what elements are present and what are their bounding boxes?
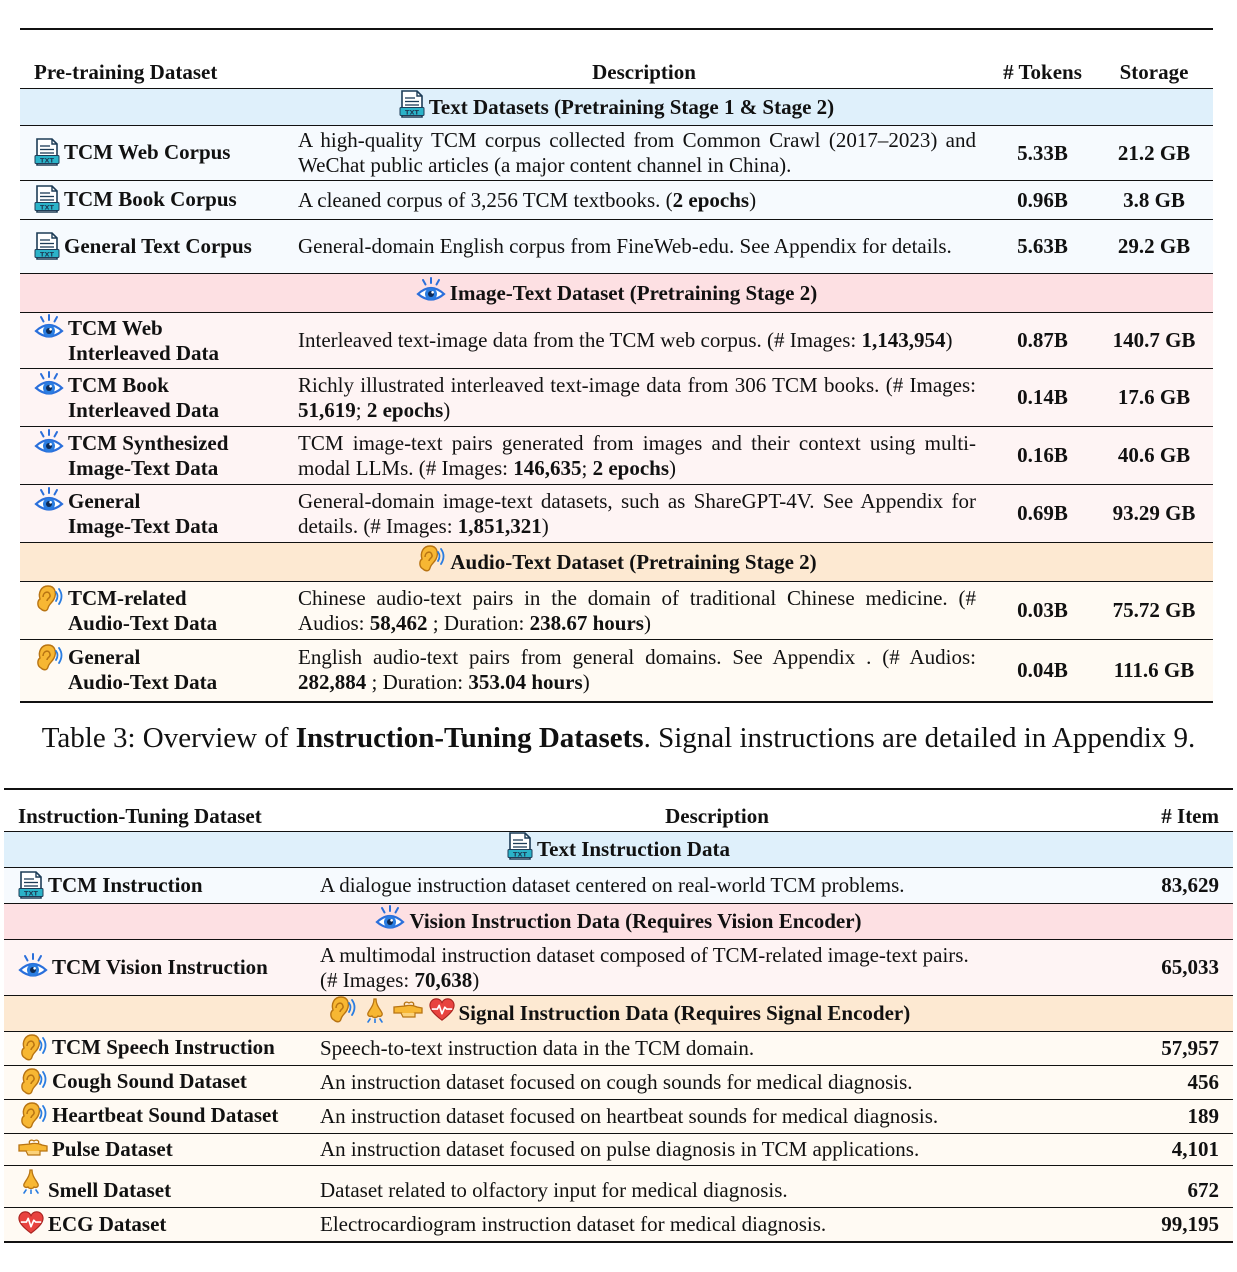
eye-icon — [34, 371, 64, 397]
dataset-name: Smell Dataset — [48, 1178, 172, 1202]
storage-size: 140.7 GB — [1095, 313, 1213, 369]
dataset-name: Cough Sound Dataset — [52, 1068, 247, 1093]
item-count: 65,033 — [1128, 940, 1233, 996]
audio-count: 282,884 — [298, 670, 367, 695]
table-row — [20, 369, 1213, 427]
description-suffix: ) — [582, 670, 590, 695]
item-count: 57,957 — [1128, 1032, 1233, 1066]
dataset-name: TCM Speech Instruction — [52, 1034, 275, 1059]
table-row — [4, 1100, 1233, 1134]
section-title: Text Instruction Data — [537, 837, 730, 861]
dataset-name: TCM Web — [68, 315, 163, 340]
header-description: Description — [592, 60, 696, 84]
section-title: Image-Text Dataset (Pretraining Stage 2) — [449, 280, 818, 305]
dataset-description: A multimodal instruction dataset composed of TCM-related image-text pairs. — [320, 942, 969, 967]
section-title: Text Datasets (Pretraining Stage 1 & Stage 2) — [428, 94, 835, 119]
pretraining-datasets-table — [20, 28, 1213, 703]
description-suffix: ) — [945, 328, 953, 352]
section-vision-instruction — [4, 904, 1233, 940]
dataset-description: Interleaved text-image data from the TCM web corpus. (# Images: — [298, 328, 862, 352]
dataset-name: ECG Dataset — [48, 1211, 167, 1236]
table-row — [4, 868, 1233, 904]
storage-size: 3.8 GB — [1095, 181, 1213, 220]
dataset-name: Heartbeat Sound Dataset — [52, 1102, 279, 1127]
token-count: 0.14B — [990, 369, 1095, 427]
header-dataset: Pre-training Dataset — [34, 60, 218, 84]
description-line2: (# Images: — [320, 967, 415, 992]
image-count: 51,619 — [298, 397, 356, 422]
token-count: 5.63B — [990, 220, 1095, 274]
table-row — [20, 640, 1213, 702]
epochs-value: 2 epochs — [672, 187, 750, 212]
table-header-row — [20, 29, 1213, 89]
description-separator: ; — [581, 455, 593, 480]
txt-file-icon — [18, 871, 44, 899]
epochs-value: 2 epochs — [366, 397, 444, 422]
storage-size: 75.72 GB — [1095, 582, 1213, 640]
dataset-description: Dataset related to olfactory input for medical diagnosis. — [306, 1166, 1128, 1208]
token-count: 0.16B — [990, 427, 1095, 485]
image-count: 146,635 — [513, 455, 582, 480]
eye-icon — [18, 953, 48, 979]
eye-icon — [416, 277, 446, 303]
dataset-description: Speech-to-text instruction data in the TCM domain. — [306, 1032, 1128, 1066]
section-text-instruction — [4, 832, 1233, 868]
item-count: 456 — [1128, 1066, 1233, 1100]
eye-icon — [34, 429, 64, 455]
item-count: 99,195 — [1128, 1208, 1233, 1242]
description-suffix: ) — [443, 397, 451, 422]
ear-icon — [34, 643, 64, 673]
dataset-name: TCM Web Corpus — [64, 140, 231, 164]
table-header-row — [4, 789, 1233, 832]
dataset-description: General-domain image-text datasets, such as ShareGPT-4V. See Appendix for details. (# Images: — [298, 488, 976, 538]
instruction-tuning-datasets-table — [4, 788, 1233, 1243]
caption-bold: Instruction-Tuning Datasets — [295, 722, 644, 754]
item-count: 83,629 — [1128, 868, 1233, 904]
table-row — [20, 582, 1213, 640]
table-row — [4, 1134, 1233, 1166]
section-image-text-dataset — [20, 274, 1213, 313]
txt-file-icon — [507, 832, 533, 860]
table-row — [20, 181, 1213, 220]
dataset-description: An instruction dataset focused on heartbeat sounds for medical diagnosis. — [306, 1100, 1128, 1134]
heart-ecg-icon — [429, 997, 455, 1023]
dataset-name-line2: Audio-Text Data — [68, 610, 218, 635]
section-signal-instruction — [4, 996, 1233, 1032]
dataset-description: An instruction dataset focused on cough sounds for medical diagnosis. — [306, 1066, 1128, 1100]
header-items: # Item — [1161, 804, 1219, 828]
duration-value: 238.67 hours — [529, 610, 644, 635]
ear-icon — [18, 1101, 48, 1131]
description-suffix: ) — [541, 513, 549, 538]
eye-icon — [34, 314, 64, 340]
pulse-hand-icon — [18, 1135, 48, 1161]
token-count: 0.96B — [990, 181, 1095, 220]
table-row — [4, 940, 1233, 996]
description-suffix: ) — [643, 610, 651, 635]
description-separator: ; Duration: — [366, 670, 469, 695]
image-count: 1,851,321 — [457, 513, 542, 538]
image-count: 1,143,954 — [861, 328, 946, 352]
txt-file-icon — [34, 232, 60, 260]
dataset-name-line2: Interleaved Data — [68, 340, 220, 365]
image-count: 70,638 — [414, 967, 473, 992]
description-separator: ; Duration: — [427, 610, 530, 635]
dataset-name-line2: Image-Text Data — [68, 513, 219, 538]
table-caption — [0, 718, 1237, 758]
dataset-description: A dialogue instruction dataset centered on real-world TCM problems. — [306, 868, 1128, 904]
storage-size: 111.6 GB — [1095, 640, 1213, 702]
txt-file-icon — [34, 138, 60, 166]
storage-size: 29.2 GB — [1095, 220, 1213, 274]
eye-icon — [34, 487, 64, 513]
dataset-name-line2: Interleaved Data — [68, 397, 220, 422]
dataset-description: Richly illustrated interleaved text-image data from 306 TCM books. (# Images: — [298, 372, 976, 397]
caption-prefix: Table 3: Overview of — [41, 722, 296, 754]
section-title: Vision Instruction Data (Requires Vision Encoder) — [409, 909, 862, 933]
dataset-name: General — [68, 645, 141, 670]
dataset-name: TCM Vision Instruction — [52, 955, 268, 979]
eye-icon — [375, 905, 405, 931]
dataset-description: An instruction dataset focused on pulse diagnosis in TCM applications. — [306, 1134, 1128, 1166]
item-count: 189 — [1128, 1100, 1233, 1134]
dataset-description: Chinese audio-text pairs in the domain of traditional Chinese medicine. (# Audios: — [298, 585, 976, 635]
token-count: 0.87B — [990, 313, 1095, 369]
section-text-datasets — [20, 89, 1213, 126]
txt-file-icon — [399, 90, 425, 118]
description-suffix: ) — [669, 455, 676, 480]
storage-size: 17.6 GB — [1095, 369, 1213, 427]
dataset-name: General Text Corpus — [64, 233, 252, 258]
dataset-description: A high-quality TCM corpus collected from Common Crawl (2017–2023) and WeChat public articles (a major content channel in China). — [298, 128, 976, 177]
token-count: 0.04B — [990, 640, 1095, 702]
table-row — [4, 1208, 1233, 1242]
table-row — [20, 313, 1213, 369]
token-count: 0.03B — [990, 582, 1095, 640]
table-row — [20, 126, 1213, 181]
storage-size: 40.6 GB — [1095, 427, 1213, 485]
header-storage: Storage — [1119, 60, 1189, 84]
dataset-description: TCM image-text pairs generated from images and their context using multi-modal LLMs. (# Images: — [298, 430, 976, 480]
table-row — [4, 1066, 1233, 1100]
nose-icon — [362, 997, 388, 1023]
nose-icon — [18, 1168, 44, 1194]
dataset-description: Electrocardiogram instruction dataset for medical diagnosis. — [306, 1208, 1128, 1242]
description-suffix: ) — [749, 187, 757, 212]
caption-suffix: . Signal instructions are detailed in Appendix 9. — [643, 722, 1196, 754]
ear-icon — [327, 995, 357, 1025]
ear-icon — [18, 1067, 48, 1097]
audio-count: 58,462 — [369, 610, 428, 635]
dataset-description: English audio-text pairs from general domains. See Appendix . (# Audios: — [298, 645, 976, 670]
ear-icon — [18, 1033, 48, 1063]
table-row — [20, 427, 1213, 485]
section-audio-text-dataset — [20, 543, 1213, 582]
token-count: 0.69B — [990, 485, 1095, 543]
dataset-name: TCM Book — [68, 372, 169, 397]
pulse-hand-icon — [393, 997, 423, 1023]
table-row — [20, 220, 1213, 274]
heart-ecg-icon — [18, 1210, 44, 1236]
item-count: 4,101 — [1128, 1134, 1233, 1166]
storage-size: 21.2 GB — [1095, 126, 1213, 181]
table-row — [4, 1032, 1233, 1066]
header-description: Description — [665, 804, 769, 828]
dataset-description: A cleaned corpus of 3,256 TCM textbooks. ( — [298, 187, 673, 212]
txt-file-icon — [34, 185, 60, 213]
header-tokens: # Tokens — [1003, 60, 1082, 84]
section-title: Audio-Text Dataset (Pretraining Stage 2) — [450, 549, 817, 574]
dataset-description: General-domain English corpus from FineWeb-edu. See Appendix for details. — [298, 234, 952, 258]
dataset-name-line2: Image-Text Data — [68, 455, 219, 480]
ear-icon — [34, 584, 64, 614]
dataset-name: TCM Instruction — [48, 872, 203, 897]
ear-icon — [416, 544, 446, 574]
section-title: Signal Instruction Data (Requires Signal Encoder) — [458, 1001, 911, 1025]
header-dataset: Instruction-Tuning Dataset — [18, 804, 262, 828]
description-separator: ; — [355, 397, 367, 422]
duration-value: 353.04 hours — [468, 670, 583, 695]
dataset-name: Pulse Dataset — [52, 1137, 173, 1161]
dataset-name: TCM Book Corpus — [64, 187, 237, 211]
dataset-name-line2: Audio-Text Data — [68, 670, 218, 695]
dataset-name: General — [68, 488, 141, 513]
item-count: 672 — [1128, 1166, 1233, 1208]
table-row — [20, 485, 1213, 543]
description-suffix: ) — [472, 967, 480, 992]
epochs-value: 2 epochs — [592, 455, 669, 480]
table-row — [4, 1166, 1233, 1208]
dataset-name: TCM-related — [68, 585, 187, 610]
storage-size: 93.29 GB — [1095, 485, 1213, 543]
token-count: 5.33B — [990, 126, 1095, 181]
dataset-name: TCM Synthesized — [68, 430, 229, 455]
